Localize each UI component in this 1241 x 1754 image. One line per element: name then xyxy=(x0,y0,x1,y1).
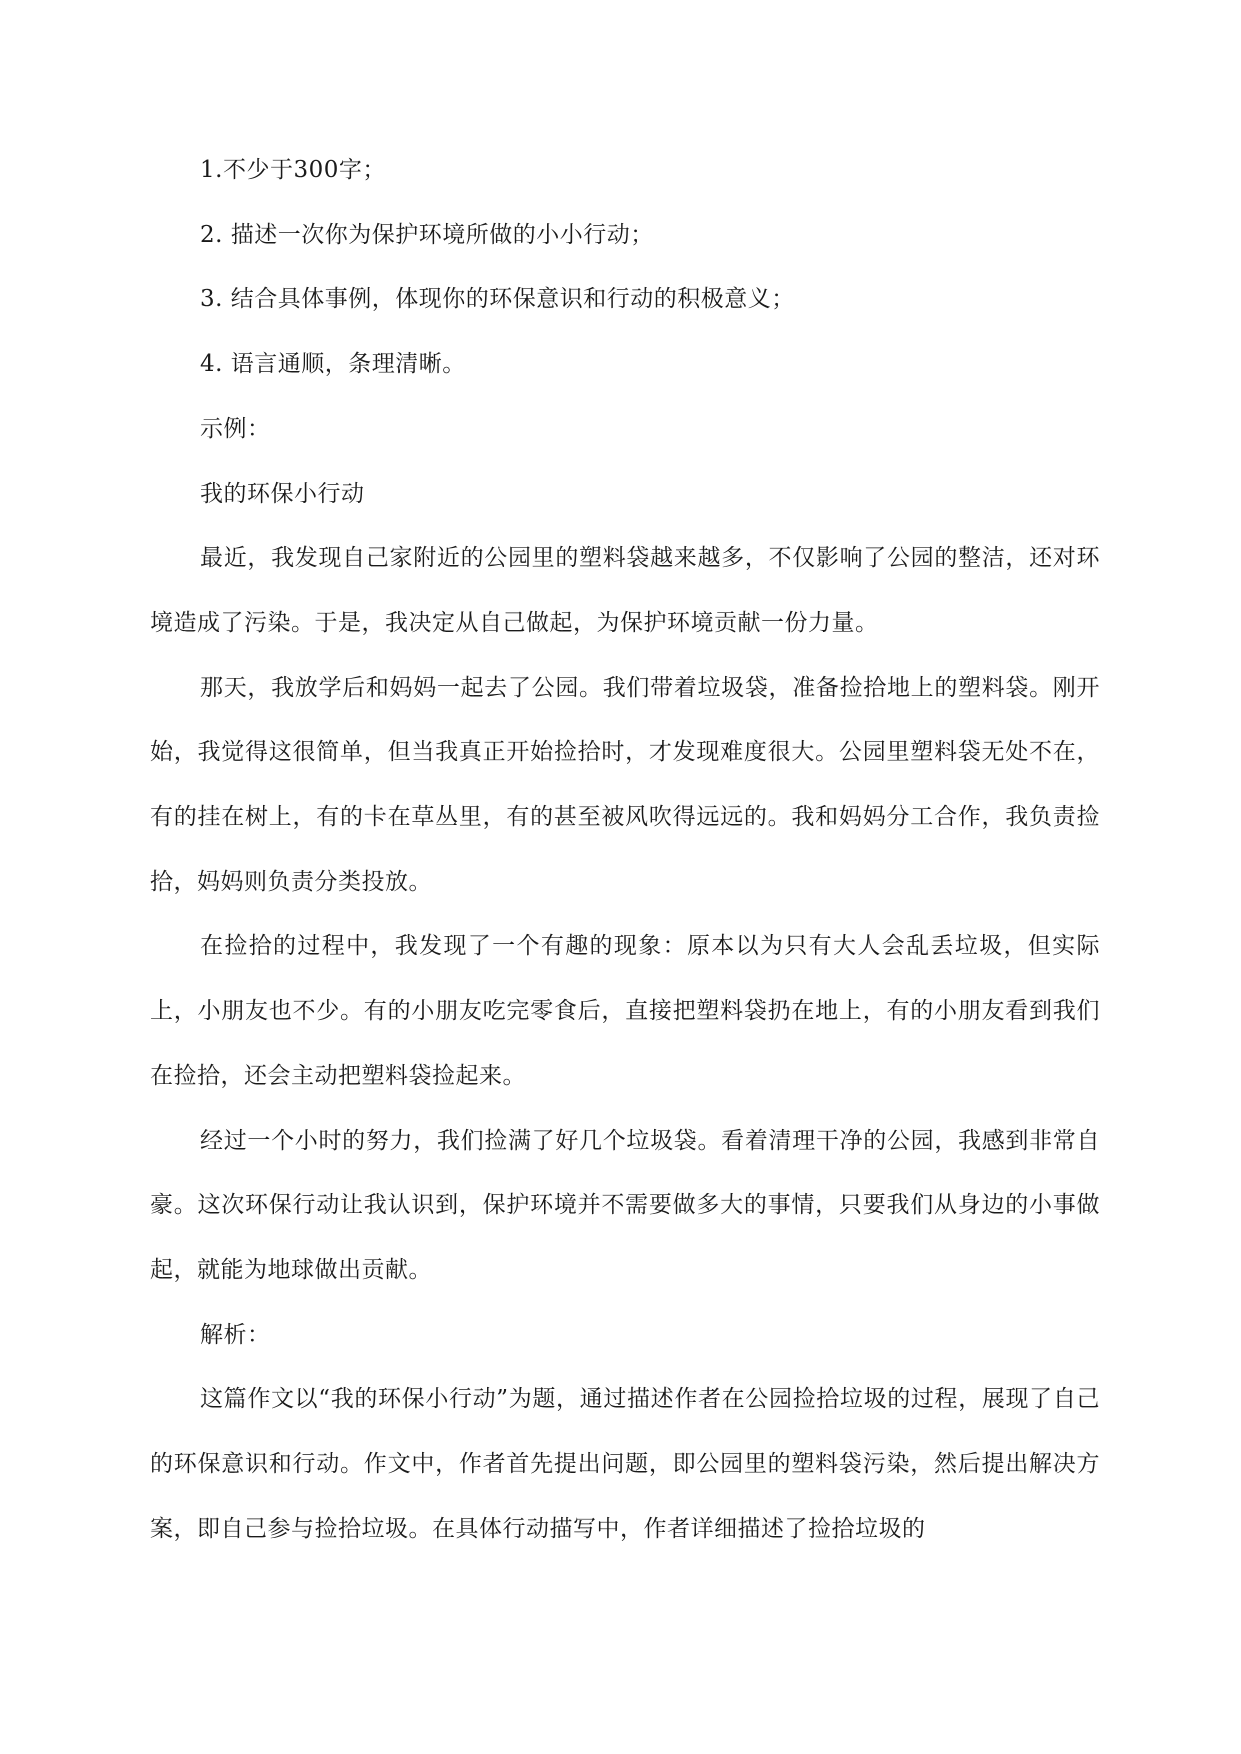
example-label: 示例： xyxy=(200,415,271,442)
requirement-item: 3. 结合具体事例，体现你的环保意识和行动的积极意义； xyxy=(200,286,795,313)
requirement-item: 1.不少于300字； xyxy=(200,157,386,183)
document-body xyxy=(150,138,1100,1561)
requirement-item: 4. 语言通顺，条理清晰。 xyxy=(200,351,466,378)
essay-paragraph: 最近，我发现自己家附近的公园里的塑料袋越来越多，不仅影响了公园的整洁，还对环境造成了污染。于是，我决定从自己做起，为保护环境贡献一份力量。 xyxy=(150,545,1100,636)
essay-paragraph: 那天，我放学后和妈妈一起去了公园。我们带着垃圾袋，准备捡拾地上的塑料袋。刚开始，我觉得这很简单，但当我真正开始捡拾时，才发现难度很大。公园里塑料袋无处不在，有的挂在树上，有的卡在草丛里，有的甚至被风吹得远远的。我和妈妈分工合作，我负责捡拾，妈妈则负责分类投放。 xyxy=(150,674,1100,895)
essay-paragraph: 经过一个小时的努力，我们捡满了好几个垃圾袋。看着清理干净的公园，我感到非常自豪。这次环保行动让我认识到，保护环境并不需要做多大的事情，只要我们从身边的小事做起，就能为地球做出贡献。 xyxy=(150,1127,1100,1283)
analysis-paragraph: 这篇作文以“我的环保小行动”为题，通过描述作者在公园捡拾垃圾的过程，展现了自己的环保意识和行动。作文中，作者首先提出问题，即公园里的塑料袋污染，然后提出解决方案，即自己参与捡拾垃圾。在具体行动描写中，作者详细描述了捡拾垃圾的 xyxy=(150,1386,1100,1542)
essay-paragraph: 在捡拾的过程中，我发现了一个有趣的现象：原本以为只有大人会乱丢垃圾，但实际上，小朋友也不少。有的小朋友吃完零食后，直接把塑料袋扔在地上，有的小朋友看到我们在捡拾，还会主动把塑料袋捡起来。 xyxy=(150,933,1100,1089)
essay-title: 我的环保小行动 xyxy=(200,480,365,507)
requirement-item: 2. 描述一次你为保护环境所做的小小行动； xyxy=(200,221,654,248)
analysis-label: 解析： xyxy=(200,1321,271,1348)
